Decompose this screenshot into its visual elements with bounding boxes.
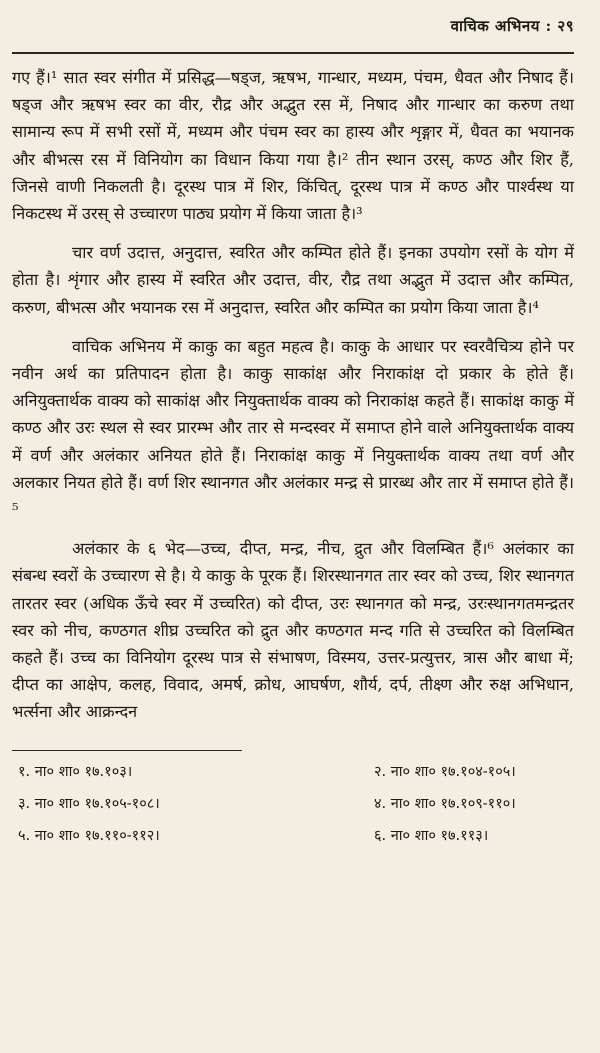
paragraph-kaku: वाचिक अभिनय में काकु का बहुत महत्व है। काकु के आधार पर स्वरवैचित्र्य होने पर नवीन अर्थ का प्रतिपादन होता है। काकु साकांक्ष और निराकांक्ष दो प्रकार के होते हैं। अनियुक्तार्थक वाक्य को साकांक्ष और नियुक्तार्थक वाक्य को निराकांक्ष कहते हैं। साकांक्ष काकु में कण्ठ और उरः स्थल से स्वर प्रारम्भ और तार से मन्दस्वर में समाप्त होने वाले अनियुक्तार्थक वाक्य में वर्ण और अलंकार अनियत होते हैं। निराकांक्ष काकु में नियुक्तार्थक वाक्य तथा वर्ण और अलकार नियत होते हैं। वर्ण शिर स्थानगत और अलंकार मन्द्र से प्रारब्ध और तार में समाप्त होते हैं।⁵: [12, 336, 574, 520]
footnote-5: ५. ना० शा० १७.११०-११२।: [18, 827, 160, 844]
footnote-1: १. ना० शा० १७.१०३।: [18, 763, 133, 780]
paragraph-varna: चार वर्ण उदात्त, अनुदात्त, स्वरित और कम्पित होते हैं। इनका उपयोग रसों के योग में होता है। शृंगार और हास्य में स्वरित और उदात्त, वीर, रौद्र तथा अद्भुत में उदात्त और कम्पित, करुण, बीभत्स और भयानक रस में अनुदात्त, स्वरित और कम्पित का प्रयोग किया जाता है।⁴: [12, 243, 574, 317]
footnotes: [12, 761, 574, 847]
footnote-3: ३. ना० शा० १७.१०५-१०८।: [18, 795, 160, 812]
paragraph-alankar: अलंकार के ६ भेद—उच्च, दीप्त, मन्द्र, नीच, द्रुत और विलम्बित हैं।⁶ अलंकार का संबन्ध स्वरों के उच्चारण से है। ये काकु के पूरक हैं। शिरस्थानगत तार स्वर को उच्च, शिर स्थानगत तारतर स्वर (अधिक ऊँचे स्वर में उच्चरित) को दीप्त, उरः स्थानगत को मन्द्र, उरःस्थानगतमन्द्रतर स्वर को नीच, कण्ठगत शीघ्र उच्चरित को द्रुत और कण्ठगत मन्द गति से उच्चरित को विलम्बित कहते हैं। उच्च का विनियोग दूरस्थ पात्र से संभाषण, विस्मय, उत्तर-प्रत्युत्तर, त्रास और बाधा में; दीप्त का आक्षेप, कलह, विवाद, अमर्ष, क्रोध, आघर्षण, शौर्य, दर्प, तीक्ष्ण और रुक्ष अभिधान, भर्त्सना और आक्रन्दन: [12, 539, 574, 722]
running-title: वाचिक अभिनय : २९: [450, 17, 574, 35]
footnote-4: ४. ना० शा० १७.१०९-११०।: [374, 795, 516, 812]
body-text: [12, 64, 574, 726]
page-header: [12, 0, 574, 54]
footnote-6: ६. ना० शा० १७.११३।: [374, 827, 489, 844]
footnote-divider: [12, 750, 242, 751]
footnote-2: २. ना० शा० १७.१०४-१०५।: [374, 763, 516, 780]
paragraph-svara: गए हैं।¹ सात स्वर संगीत में प्रसिद्ध—षड्ज, ऋषभ, गान्धार, मध्यम, पंचम, धैवत और निषाद हैं। षड्ज और ऋषभ स्वर का वीर, रौद्र और अद्भुत रस में, निषाद और गान्धार का करुण तथा सामान्य रूप में सभी रसों में, मध्यम और पंचम स्वर का हास्य और शृङ्गार में, धैवत का भयानक और बीभत्स रस में विनियोग का विधान किया गया है।² तीन स्थान उरस्, कण्ठ और शिर हैं, जिनसे वाणी निकलती है। दूरस्थ पात्र में शिर, किंचित्, दूरस्थ पात्र में कण्ठ और पार्श्वस्थ या निकटस्थ में उरस् से उच्चारण पाठ्य प्रयोग में किया जाता है।³: [12, 68, 574, 224]
